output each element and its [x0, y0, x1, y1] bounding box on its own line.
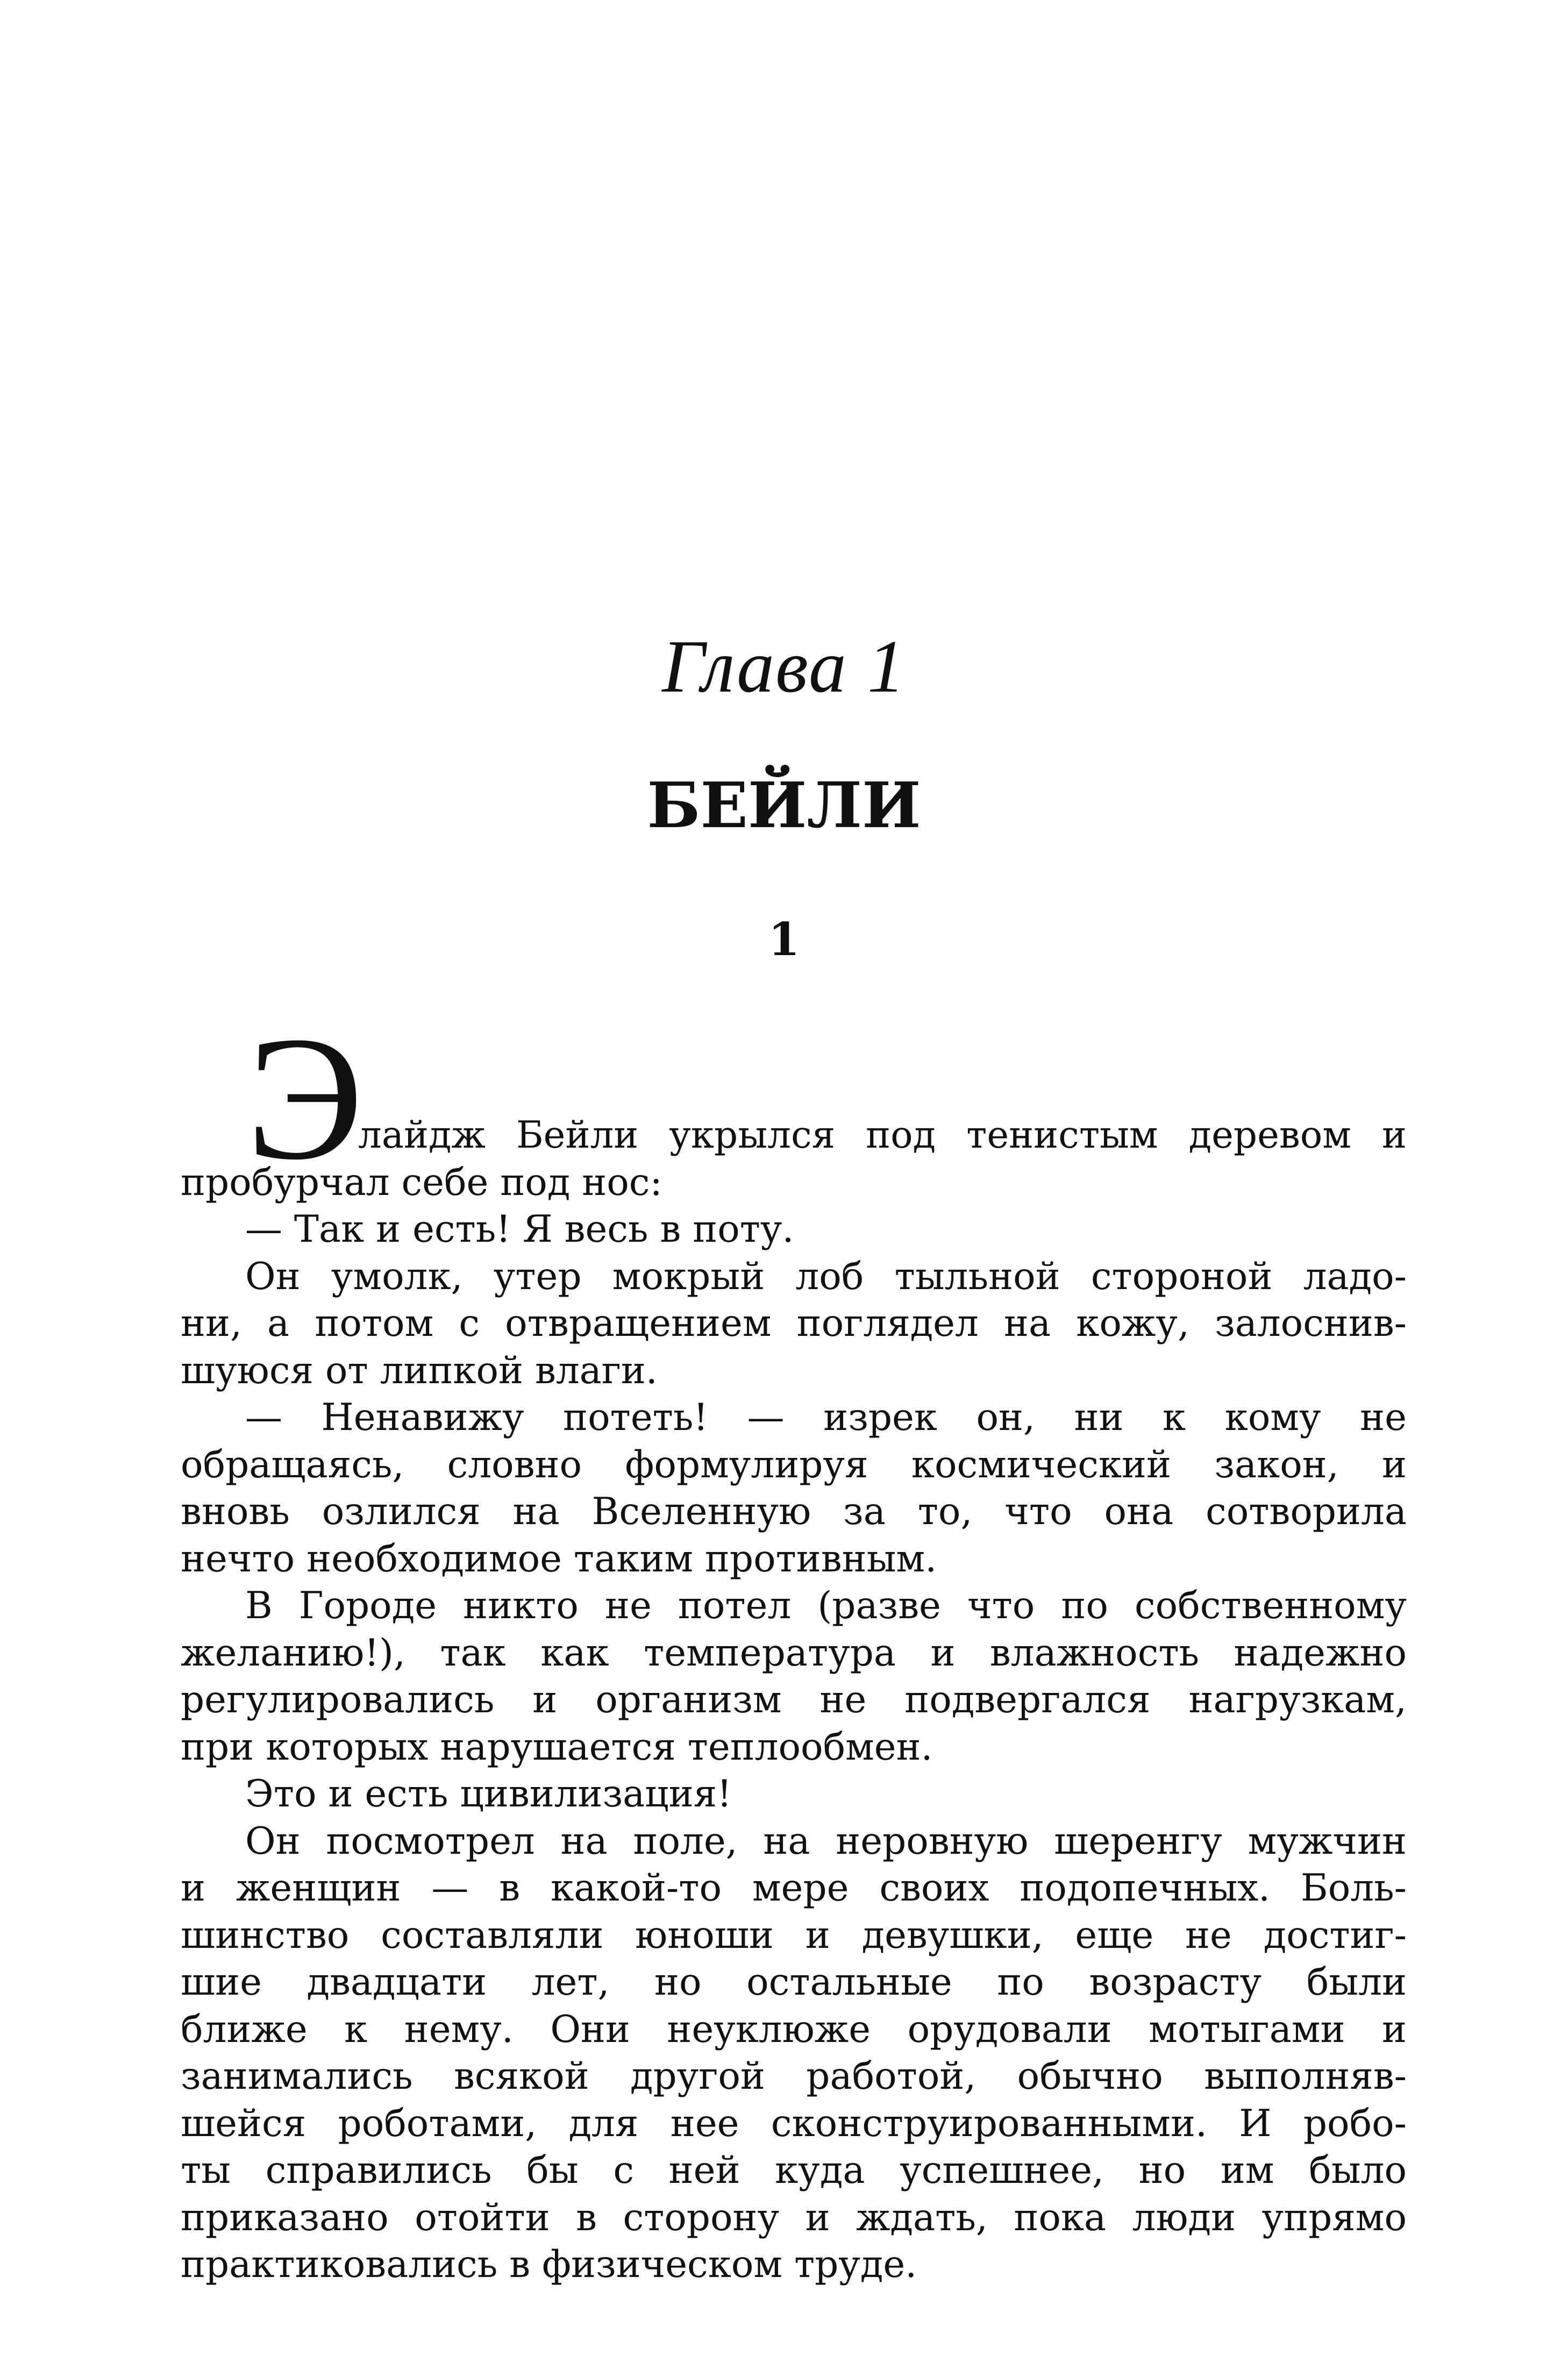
text-line: нечто необходимое таким противным. — [181, 1537, 937, 1581]
text-line: ближе к нему. Они неуклюже орудовали мотыгами и — [181, 2008, 1407, 2051]
chapter-title: БЕЙЛИ — [647, 769, 921, 842]
text-line: обращаясь, словно формулируя космический закон, и — [181, 1443, 1407, 1486]
text-line: шуюся от липкой влаги. — [181, 1349, 658, 1392]
text-line: практиковались в физическом труде. — [181, 2243, 917, 2286]
text-line: лайдж Бейли укрылся под тенистым деревом и — [358, 1114, 1407, 1157]
body-text — [181, 1112, 1407, 2289]
text-line: приказано отойти в сторону и ждать, пока люди упрямо — [181, 2196, 1407, 2239]
text-line: Он посмотрел на поле, на неровную шеренгу мужчин — [245, 1819, 1407, 1863]
text-line: занимались всякой другой работой, обычно выполняв- — [181, 2055, 1407, 2098]
text-line: пробурчал себе под нос: — [181, 1161, 662, 1204]
drop-cap: Э — [246, 1000, 364, 1197]
text-line: В Городе никто не потел (разве что по собственному — [245, 1584, 1407, 1627]
text-line: — Ненавижу потеть! — изрек он, ни к кому не — [245, 1396, 1407, 1439]
text-line: регулировались и организм не подвергался нагрузкам, — [181, 1678, 1407, 1721]
text-line: при которых нарушается теплообмен. — [181, 1725, 933, 1769]
text-line: ни, а потом с отвращением поглядел на кожу, залоснив- — [181, 1302, 1407, 1345]
text-line: ты справились бы с ней куда успешнее, но им было — [181, 2149, 1407, 2192]
text-line: Это и есть цивилизация! — [245, 1773, 732, 1816]
section-number: 1 — [768, 913, 800, 966]
text-line: шие двадцати лет, но остальные по возрасту были — [181, 1961, 1407, 2004]
text-line: — Так и есть! Я весь в поту. — [245, 1208, 794, 1251]
text-line: и женщин — в какой-то мере своих подопечных. Боль- — [181, 1867, 1407, 1910]
text-line: Он умолк, утер мокрый лоб тыльной стороной ладо- — [245, 1255, 1407, 1298]
text-line: шинство составляли юноши и девушки, еще не достиг- — [181, 1913, 1407, 1957]
chapter-label: Глава 1 — [662, 625, 906, 708]
text-line: шейся роботами, для нее сконструированными. И робо- — [181, 2102, 1407, 2145]
text-line: желанию!), так как температура и влажность надежно — [181, 1631, 1407, 1675]
text-line: вновь озлился на Вселенную за то, что она сотворила — [181, 1490, 1407, 1533]
